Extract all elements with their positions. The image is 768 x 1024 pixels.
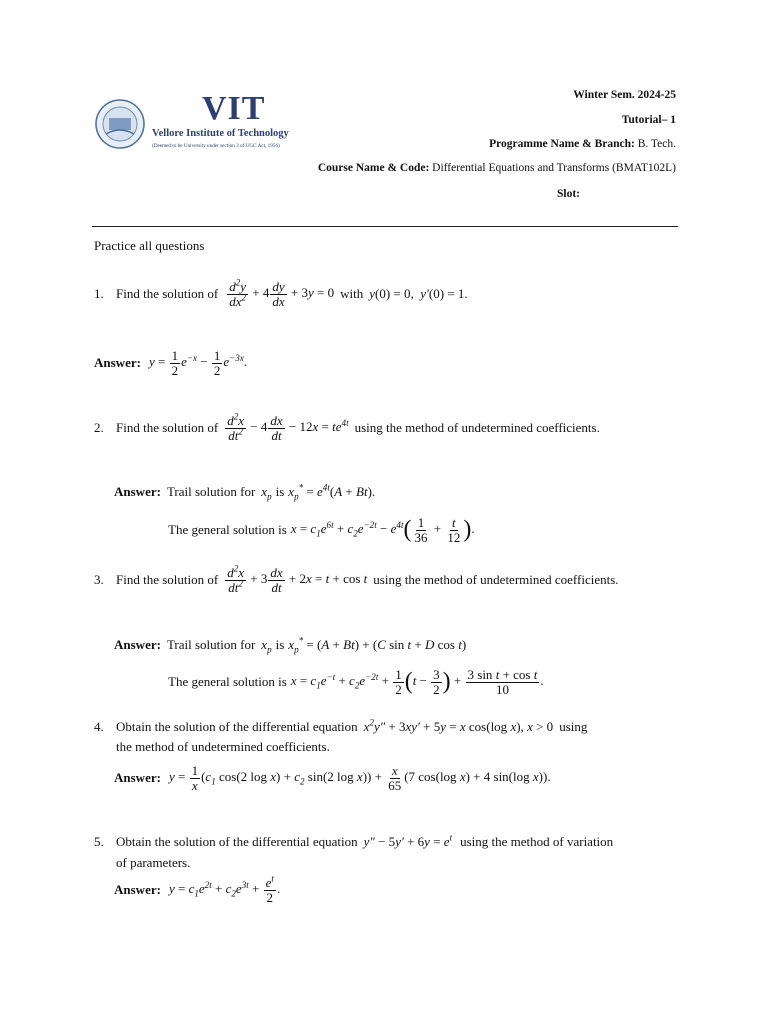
- logo-subtitle: (Deemed to be University under section 3 of UGC Act, 1956): [152, 143, 280, 149]
- instructions: Practice all questions: [94, 238, 205, 253]
- answer-equation: y = $\frac{1}{2}$ $e^{-x}$ − $\frac{1}{2}$ $e^{-3x}$.: [148, 348, 248, 378]
- question-prefix: Find the solution of: [116, 572, 219, 588]
- semester: Winter Sem. 2024-25: [573, 89, 676, 101]
- vit-logo: [94, 90, 309, 156]
- question-number: 5.: [94, 834, 104, 849]
- question-suffix: using the method of variation: [460, 834, 614, 849]
- question-3: [94, 563, 619, 595]
- question-prefix: Obtain the solution of the differential equation: [116, 834, 358, 849]
- equation: $\frac{d^2y}{dx^2}$ + 4 $\frac{dy}{dx}$ + 3y = 0: [229, 277, 335, 309]
- course-line: [318, 162, 676, 174]
- slot-label: Slot:: [557, 188, 580, 200]
- header-divider: [92, 226, 678, 227]
- general-text: The general solution is: [168, 522, 287, 538]
- trial-equation: $x_p^* = e^{4t}(A + Bt)$.: [288, 482, 376, 502]
- programme-value: B. Tech.: [637, 138, 676, 150]
- question-number: 1.: [94, 286, 104, 302]
- equation: $\frac{d^2x}{dt^2}$ − 4 $\frac{dx}{dt}$ − $12x = te^{4t}$: [227, 411, 349, 443]
- equation: $y'' - 5y' + 6y = e^t$: [363, 832, 453, 849]
- answer-2-general: [168, 516, 475, 544]
- question-suffix: using: [559, 719, 588, 734]
- answer-4: [114, 764, 551, 792]
- programme-line: [489, 138, 676, 150]
- question-prefix: Find the solution of: [116, 286, 219, 302]
- answer-label: Answer:: [114, 770, 161, 786]
- question-suffix: using the method of undetermined coefficients.: [354, 420, 600, 436]
- answer-3-general: [168, 668, 544, 696]
- initial-conditions: y(0) = 0, y′(0) = 1.: [369, 286, 468, 302]
- question-2: [94, 411, 600, 443]
- logo-name: Vellore Institute of Technology: [152, 128, 289, 139]
- general-text: The general solution is: [168, 674, 287, 690]
- trial-var: $x_p$: [261, 484, 272, 502]
- course-value: Differential Equations and Transforms (BMAT102L): [432, 162, 676, 174]
- trial-is: is: [275, 637, 285, 652]
- answer-label: Answer:: [114, 637, 161, 652]
- question-number: 3.: [94, 572, 104, 588]
- answer-3-trial: [114, 637, 466, 653]
- answer-2-trial: [114, 484, 375, 500]
- logo-brand: VIT: [202, 90, 266, 127]
- answer-1: [94, 349, 247, 377]
- tutorial-number: Tutorial– 1: [621, 114, 676, 126]
- trial-var: $x_p$: [261, 637, 272, 655]
- equation: $\frac{d^2x}{dt^2}$ + 3 $\frac{dx}{dt}$ + 2x = t + cos t: [227, 563, 368, 595]
- trial-equation: $x_p^* = (A + Bt) + (C$ sin t + D cos t): [288, 635, 467, 655]
- programme-label: Programme Name & Branch:: [489, 138, 635, 150]
- general-equation: $x = c_1e^{6t} + c_2e^{-2t} - e^{4t}$( $\frac{1}{36}$ + $\frac{t}{12}$ ).: [290, 515, 475, 545]
- answer-label: Answer:: [114, 882, 161, 898]
- question-prefix: Find the solution of: [116, 420, 219, 436]
- question-5: [94, 834, 613, 850]
- question-5-line2: of parameters.: [116, 855, 191, 870]
- answer-label: Answer:: [94, 355, 141, 371]
- answer-equation: y = $\frac{1}{x}$ ($c_1$ cos(2 $\log x) + c_2$ sin(2 log x)) + $\frac{x}{65}$ (7 cos(log x) + 4 sin(log x)).: [168, 763, 551, 793]
- equation: $x^2y'' + 3xy' + 5y = x$ cos(log x), x > 0: [363, 717, 554, 734]
- question-4-line2: the method of undetermined coefficients.: [116, 739, 330, 754]
- question-1: [94, 277, 468, 309]
- question-prefix: Obtain the solution of the differential equation: [116, 719, 358, 734]
- trial-text: Trail solution for: [166, 637, 256, 652]
- general-equation: $x = c_1e^{-t} + c_2e^{-2t}$ + $\frac{1}{2}$ (t − $\frac{3}{2}$ ) + $\frac{\text{3 sin t + cos t}}{10}$ .: [290, 667, 544, 697]
- question-suffix: using the method of undetermined coefficients.: [373, 572, 619, 588]
- question-number: 4.: [94, 719, 104, 734]
- trial-text: Trail solution for: [166, 484, 256, 499]
- question-number: 2.: [94, 420, 104, 436]
- question-mid: with: [340, 286, 364, 302]
- question-4: [94, 719, 587, 735]
- answer-label: Answer:: [114, 484, 161, 499]
- trial-is: is: [275, 484, 285, 499]
- answer-equation: $y = c_1e^{2t} + c_2e^{3t}$ + $\frac{e^t}{2}$ .: [168, 873, 281, 905]
- answer-5: [114, 873, 281, 905]
- course-label: Course Name & Code:: [317, 162, 430, 174]
